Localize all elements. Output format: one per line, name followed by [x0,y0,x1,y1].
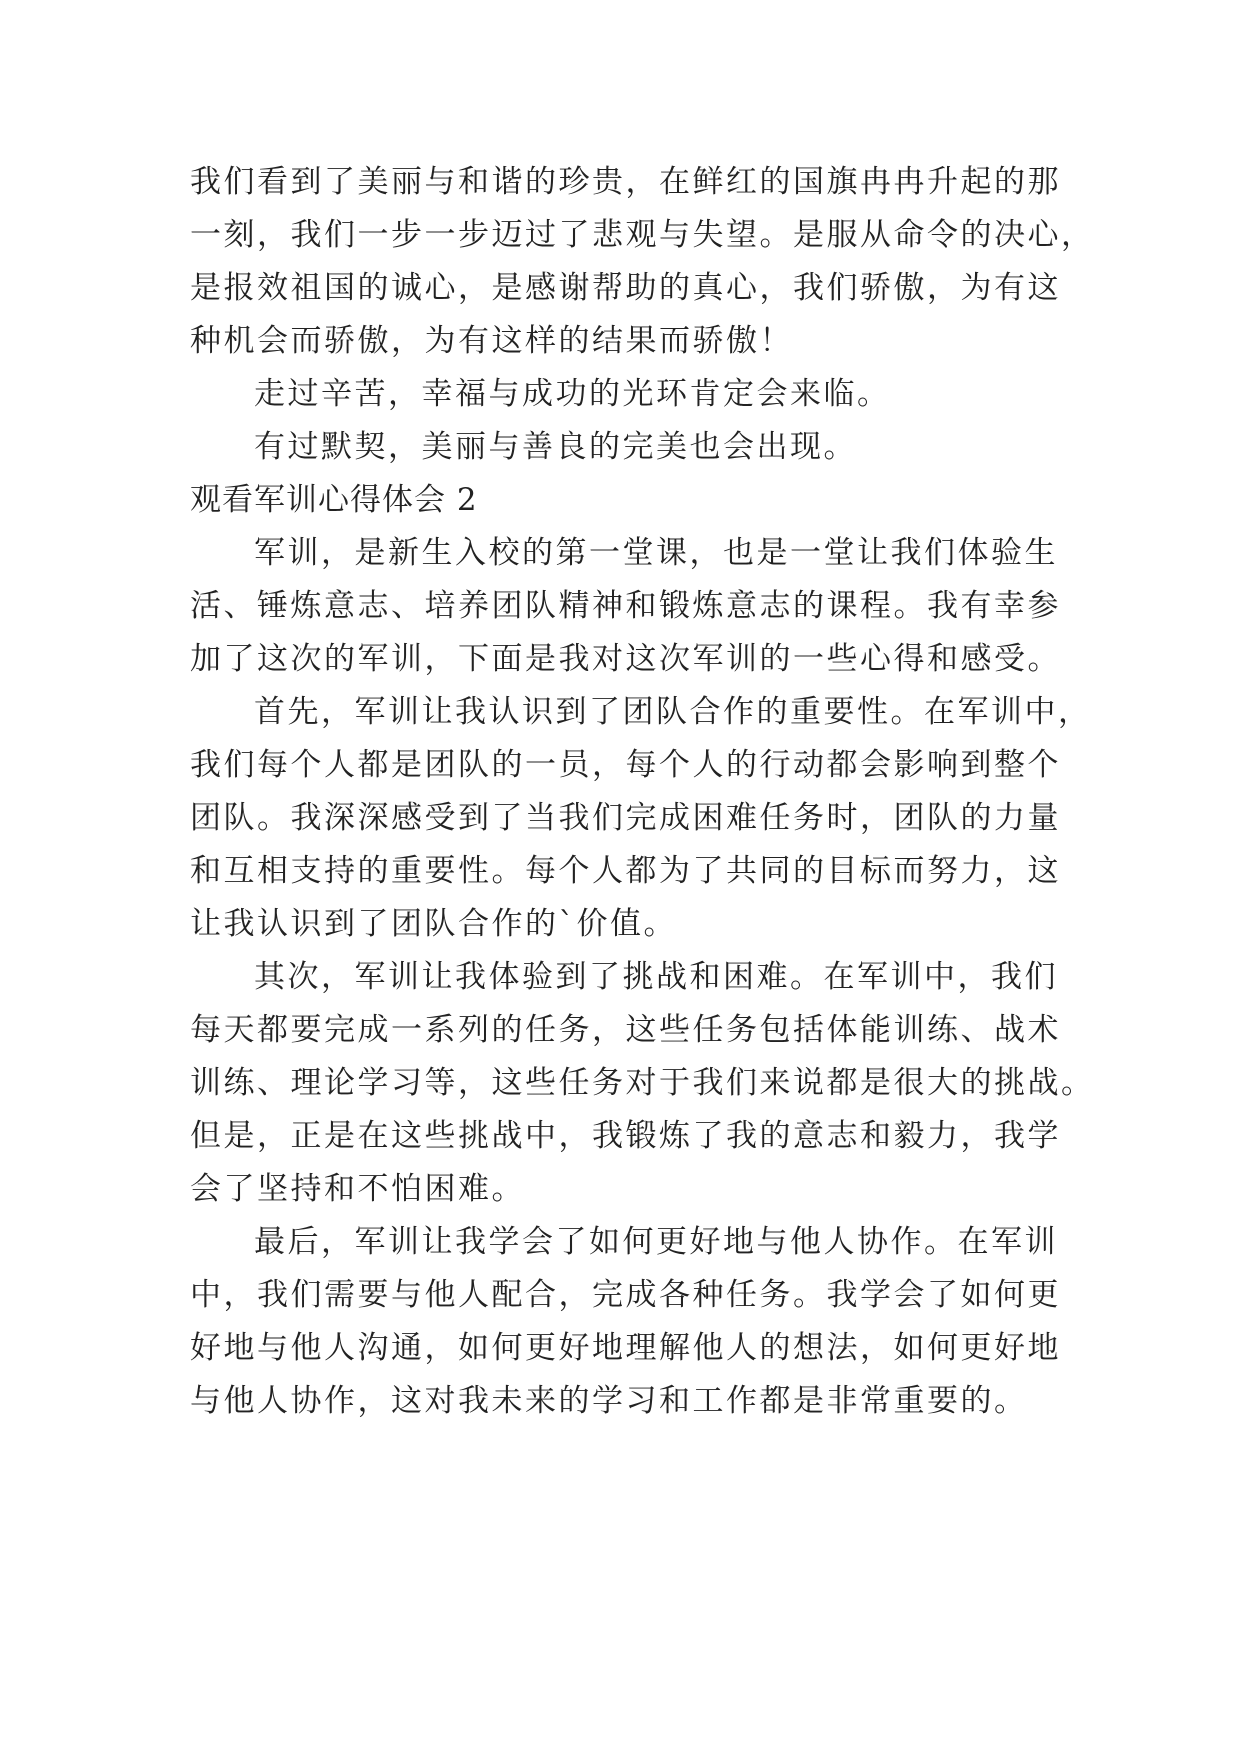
paragraph-line: 和互相支持的重要性。每个人都为了共同的目标而努力，这 [190,853,1061,889]
paragraph-line: 首先，军训让我认识到了团队合作的重要性。在军训中， [254,694,1092,730]
paragraph-line: 是报效祖国的诚心，是感谢帮助的真心，我们骄傲，为有这 [190,270,1061,306]
paragraph-line: 军训，是新生入校的第一堂课，也是一堂让我们体验生 [254,535,1058,571]
paragraph-line: 但是，正是在这些挑战中，我锻炼了我的意志和毅力，我学 [190,1118,1061,1154]
paragraph-line: 训练、理论学习等，这些任务对于我们来说都是很大的挑战。 [190,1065,1095,1101]
paragraph-line: 每天都要完成一系列的任务，这些任务包括体能训练、战术 [190,1012,1061,1048]
paragraph-line: 会了坚持和不怕困难。 [190,1171,525,1207]
paragraph-line: 团队。我深深感受到了当我们完成困难任务时，团队的力量 [190,800,1061,836]
paragraph-line: 我们看到了美丽与和谐的珍贵，在鲜红的国旗冉冉升起的那 [190,164,1061,200]
paragraph-line: 最后，军训让我学会了如何更好地与他人协作。在军训 [254,1224,1058,1260]
paragraph-line: 其次，军训让我体验到了挑战和困难。在军训中，我们 [254,959,1058,995]
paragraph-line: 让我认识到了团队合作的`价值。 [190,906,677,942]
paragraph-line: 加了这次的军训，下面是我对这次军训的一些心得和感受。 [190,641,1061,677]
paragraph-line: 一刻，我们一步一步迈过了悲观与失望。是服从命令的决心， [190,217,1095,253]
section-heading: 观看军训心得体会 2 [190,482,478,518]
paragraph-line: 与他人协作，这对我未来的学习和工作都是非常重要的。 [190,1383,1028,1419]
paragraph-line: 活、锤炼意志、培养团队精神和锻炼意志的课程。我有幸参 [190,588,1061,624]
paragraph-line: 好地与他人沟通，如何更好地理解他人的想法，如何更好地 [190,1330,1061,1366]
paragraph-line: 有过默契，美丽与善良的完美也会出现。 [254,429,857,465]
paragraph-line: 种机会而骄傲，为有这样的结果而骄傲！ [190,323,793,359]
paragraph-line: 我们每个人都是团队的一员，每个人的行动都会影响到整个 [190,747,1061,783]
paragraph-line: 走过辛苦，幸福与成功的光环肯定会来临。 [254,376,891,412]
paragraph-line: 中，我们需要与他人配合，完成各种任务。我学会了如何更 [190,1277,1061,1313]
text-block [190,162,1095,1542]
